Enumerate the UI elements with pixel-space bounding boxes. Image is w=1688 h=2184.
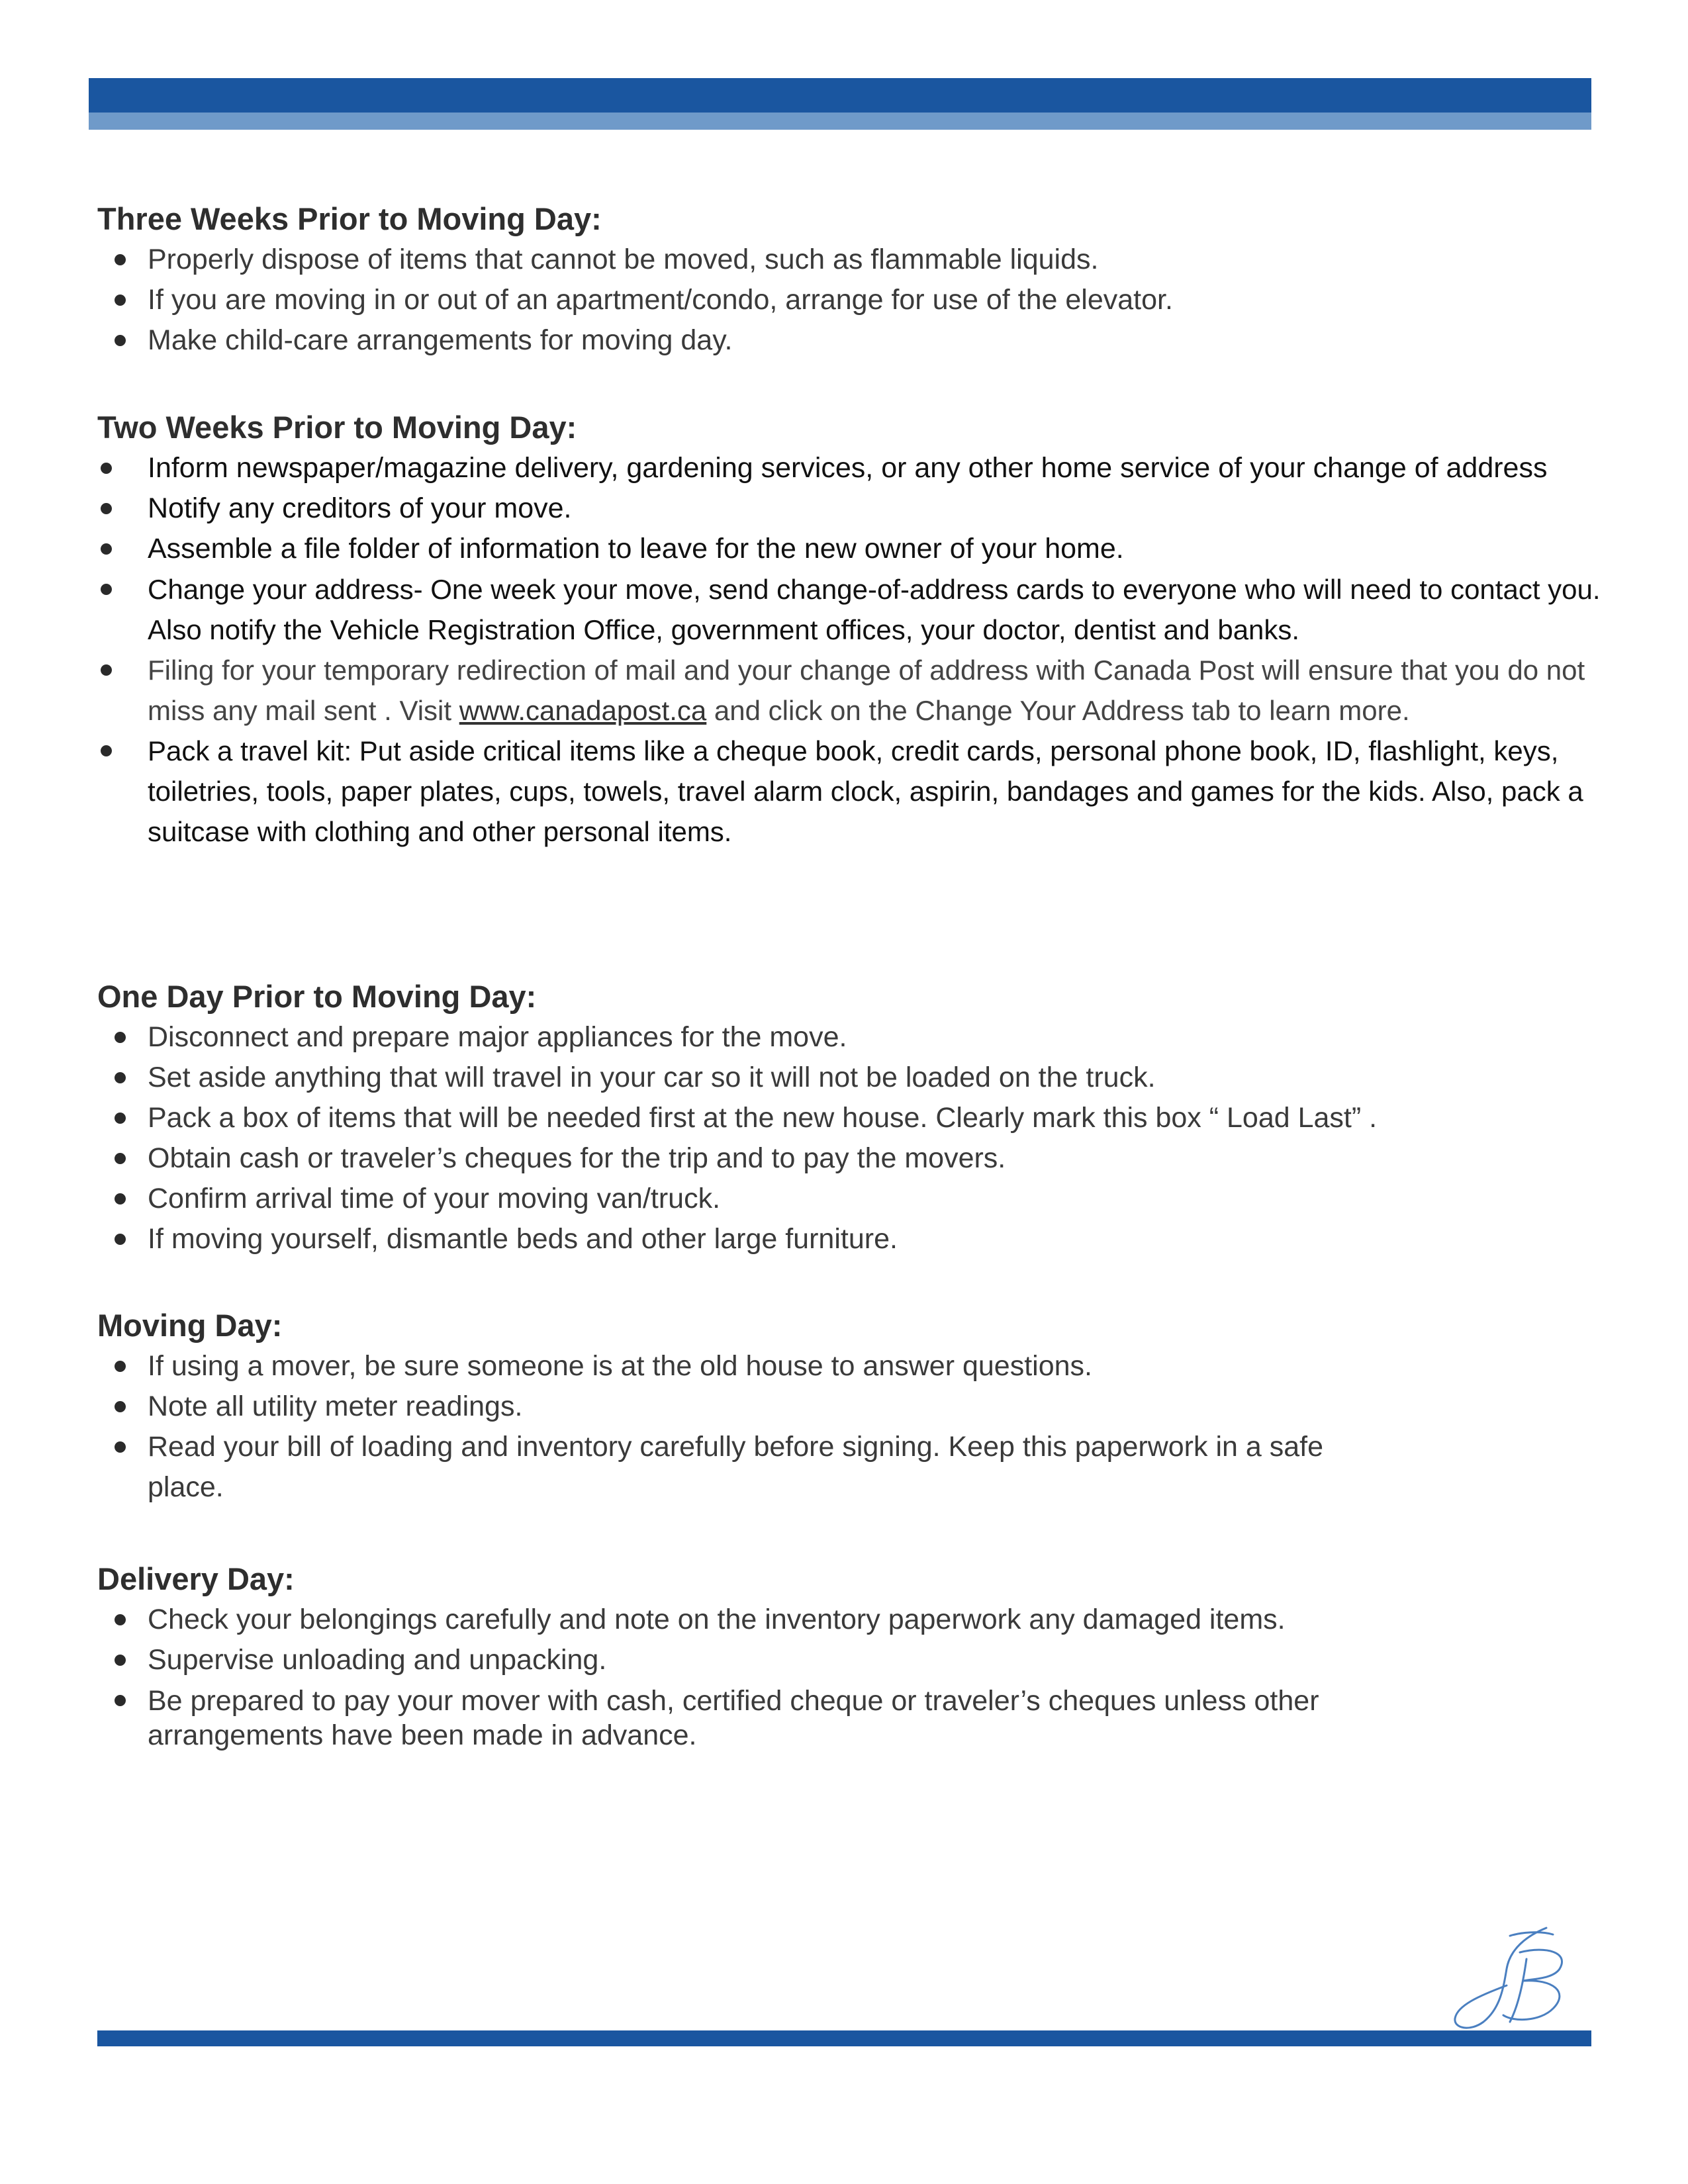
bullet-icon: [115, 295, 126, 306]
list-item: [97, 320, 1173, 361]
list-item: [97, 240, 1173, 280]
section-heading: Three Weeks Prior to Moving Day:: [97, 201, 602, 236]
section-heading: Two Weeks Prior to Moving Day:: [97, 410, 577, 445]
item-list: [97, 240, 1173, 361]
list-item: [97, 488, 1613, 529]
bullet-icon: [115, 1614, 126, 1625]
header-band-dark: [89, 78, 1591, 113]
list-item: [97, 1098, 1377, 1138]
bullet-icon: [101, 664, 112, 676]
item-text: Confirm arrival time of your moving van/truck.: [148, 1183, 721, 1214]
bullet-icon: [115, 1032, 126, 1043]
section-three-weeks: [97, 199, 1173, 361]
canadapost-link[interactable]: www.canadapost.ca: [459, 695, 707, 726]
item-text: Properly dispose of items that cannot be moved, such as flammable liquids.: [148, 244, 1099, 275]
bullet-icon: [115, 335, 126, 346]
item-text: Pack a box of items that will be needed first at the new house. Clearly mark this box “ Load Last” .: [148, 1102, 1378, 1134]
item-text: Filing for your temporary redirection of mail and your change of address with Canada Post will ensure that you do not miss any mail sent . Visit: [148, 655, 1585, 726]
jb-monogram-logo-icon: [1447, 1923, 1573, 2035]
list-item: [97, 448, 1613, 488]
bullet-icon: [101, 584, 112, 595]
bullet-icon: [115, 1072, 126, 1083]
list-item: [97, 1346, 1395, 1387]
bullet-icon: [115, 254, 126, 265]
section-heading: One Day Prior to Moving Day:: [97, 979, 537, 1014]
item-text: Set aside anything that will travel in your car so it will not be loaded on the truck.: [148, 1062, 1156, 1093]
bullet-icon: [101, 463, 112, 474]
item-text: Supervise unloading and unpacking.: [148, 1644, 607, 1676]
item-list: [97, 448, 1613, 852]
item-text: Make child-care arrangements for moving day.: [148, 324, 733, 356]
section-delivery-day: [97, 1559, 1474, 1752]
bullet-icon: [115, 1234, 126, 1245]
item-text: Be prepared to pay your mover with cash, certified cheque or traveler’s cheques unless other arrangements have been made in advance.: [148, 1685, 1319, 1751]
item-text: Assemble a file folder of information to leave for the new owner of your home.: [148, 533, 1124, 565]
section-moving-day: [97, 1305, 1395, 1508]
item-text: If you are moving in or out of an apartment/condo, arrange for use of the elevator.: [148, 284, 1173, 316]
item-text: and click on the Change Your Address tab to learn more.: [706, 695, 1410, 726]
section-one-day: [97, 976, 1377, 1259]
bullet-icon: [101, 745, 112, 756]
section-two-weeks: [97, 407, 1613, 852]
list-item: [97, 1387, 1395, 1427]
item-text: Note all utility meter readings.: [148, 1390, 523, 1422]
bullet-icon: [115, 1153, 126, 1164]
item-text: Obtain cash or traveler’s cheques for the trip and to pay the movers.: [148, 1142, 1006, 1174]
bullet-icon: [101, 543, 112, 555]
list-item: [97, 280, 1173, 320]
bullet-icon: [115, 1401, 126, 1412]
list-item: [97, 1219, 1377, 1259]
bullet-icon: [115, 1441, 126, 1453]
footer-band: [97, 2030, 1591, 2046]
bullet-icon: [115, 1113, 126, 1124]
item-list: [97, 1346, 1395, 1508]
item-text: Change your address- One week your move, send change-of-address cards to everyone who will need to contact you. Also notify the Vehicle Registration Office, government offices, your doctor, dentist and banks.: [148, 574, 1601, 645]
list-item: [97, 1179, 1377, 1219]
list-item: [97, 529, 1613, 569]
list-item: [97, 650, 1613, 731]
list-item: [97, 1427, 1395, 1508]
item-text: Inform newspaper/magazine delivery, gardening services, or any other home service of your change of address: [148, 452, 1548, 484]
item-list: [97, 1017, 1377, 1259]
section-heading: Delivery Day:: [97, 1561, 295, 1596]
list-item: [97, 1680, 1474, 1752]
list-item: [97, 569, 1613, 650]
bullet-icon: [115, 1655, 126, 1666]
item-text: Disconnect and prepare major appliances for the move.: [148, 1021, 847, 1053]
list-item: [97, 1017, 1377, 1058]
list-item: [97, 1640, 1474, 1680]
item-text: Read your bill of loading and inventory carefully before signing. Keep this paperwork in a safe place.: [148, 1431, 1323, 1503]
list-item: [97, 1058, 1377, 1098]
bullet-icon: [115, 1361, 126, 1372]
bullet-icon: [101, 503, 112, 514]
list-item: [97, 1138, 1377, 1179]
list-item: [97, 1600, 1474, 1640]
item-text: Notify any creditors of your move.: [148, 492, 572, 524]
list-item: [97, 731, 1613, 852]
item-text: If moving yourself, dismantle beds and other large furniture.: [148, 1223, 898, 1255]
bullet-icon: [115, 1695, 126, 1706]
section-heading: Moving Day:: [97, 1308, 283, 1343]
item-text: If using a mover, be sure someone is at the old house to answer questions.: [148, 1350, 1092, 1382]
item-text: Check your belongings carefully and note on the inventory paperwork any damaged items.: [148, 1604, 1286, 1635]
bullet-icon: [115, 1193, 126, 1205]
header-band-light: [89, 113, 1591, 130]
item-list: [97, 1600, 1474, 1752]
item-text: Pack a travel kit: Put aside critical items like a cheque book, credit cards, personal phone book, ID, flashlight, keys, toiletries, tools, paper plates, cups, towels, travel alarm clock, aspirin, bandages and games for the kids. Also, pack a suitcase with clothing and other personal items.: [148, 735, 1583, 847]
